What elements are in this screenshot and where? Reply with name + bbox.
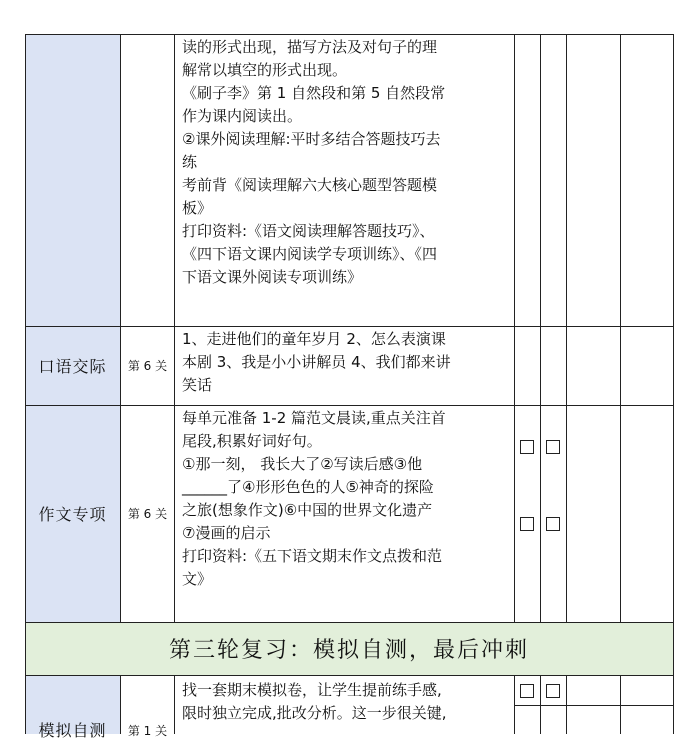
category-label: 模拟自测 (38, 721, 107, 740)
grid-line (514, 705, 674, 706)
category-label: 作文专项 (38, 505, 107, 524)
content-line: 文》 (182, 570, 213, 588)
content-line: 下语文课外阅读专项训练》 (182, 268, 363, 286)
content-line: 之旅(想象作文)⑥中国的世界文化遗产 (182, 501, 433, 519)
content-line: 练 (182, 153, 198, 171)
checkbox[interactable] (546, 440, 560, 454)
content-line: 《四下语文课内阅读学专项训练》、《四 (182, 245, 438, 263)
grid-line (25, 675, 674, 676)
grid-line (566, 34, 567, 622)
oral-content (182, 328, 514, 397)
content-line: 作为课内阅读出。 (182, 107, 303, 125)
grid-line (540, 34, 541, 622)
grid-line (174, 34, 175, 622)
content-line: 读的形式出现，描写方法及对句子的理 (182, 38, 438, 56)
content-line: ②课外阅读理解:平时多结合答题技巧去 (182, 130, 441, 148)
content-line: 考前背《阅读理解六大核心题型答题模 (182, 176, 438, 194)
content-line: 本剧 3、我是小小讲解员 4、我们都来讲 (182, 353, 451, 371)
content-line: 打印资料:《五下语文期末作文点拨和范 (182, 547, 443, 565)
grid-line (673, 34, 674, 734)
content-line: 找一套期末模拟卷，让学生提前练手感, (182, 681, 442, 699)
category-cell-reading (25, 34, 120, 326)
checkbox[interactable] (520, 440, 534, 454)
content-line: ①那一刻， 我长大了②写读后感③他 (182, 455, 423, 473)
content-line: 1、走进他们的童年岁月 2、怎么表演课 (182, 330, 446, 348)
checkbox[interactable] (546, 517, 560, 531)
level-label: 第 6 关 (127, 507, 168, 521)
category-label: 口语交际 (38, 357, 107, 376)
content-line: ______了④形形色色的人⑤神奇的探险 (182, 478, 434, 496)
checkbox[interactable] (546, 684, 560, 698)
grid-line (514, 34, 515, 622)
grid-line (620, 34, 621, 622)
content-line: 解常以填空的形式出现。 (182, 61, 348, 79)
content-line: 打印资料:《语文阅读理解答题技巧》、 (182, 222, 435, 240)
content-line: 每单元准备 1-2 篇范文晨读,重点关注首 (182, 409, 446, 427)
composition-content (182, 407, 514, 591)
content-line: 限时独立完成,批改分析。这一步很关键, (182, 704, 447, 722)
mock-content (182, 679, 514, 725)
content-line: 尾段,积累好词好句。 (182, 432, 322, 450)
phase-banner-title: 第三轮复习：模拟自测，最后冲刺 (168, 637, 529, 663)
grid-line (25, 34, 674, 35)
content-line: ⑦漫画的启示 (182, 524, 271, 542)
grid-line (174, 675, 175, 734)
content-line: 笑话 (182, 376, 213, 394)
content-line: 板》 (182, 199, 213, 217)
reading-content (182, 36, 514, 289)
content-line: 《刷子李》第 1 自然段和第 5 自然段常 (182, 84, 446, 102)
checkbox[interactable] (520, 684, 534, 698)
level-label: 第 6 关 (127, 359, 168, 373)
level-label: 第 1 关 (127, 724, 168, 738)
checkbox[interactable] (520, 517, 534, 531)
